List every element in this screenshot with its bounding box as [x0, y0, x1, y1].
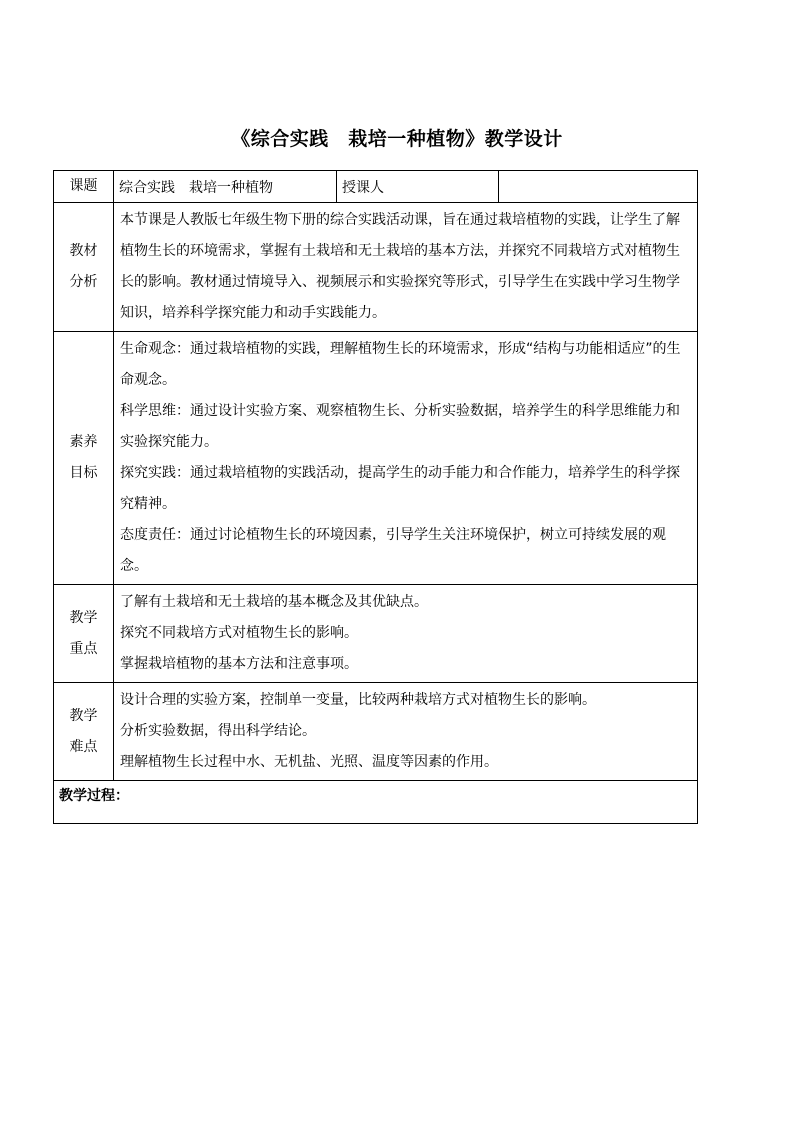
- section-label-line: 分析: [69, 274, 98, 290]
- topic-label: 课题: [54, 171, 114, 203]
- section-label: [54, 585, 114, 683]
- paragraph: 设计合理的实验方案，控制单一变量，比较两种栽培方式对植物生长的影响。: [120, 692, 596, 708]
- section-content: [114, 203, 698, 332]
- lesson-plan-table: [53, 170, 698, 824]
- topic-row: [54, 171, 698, 203]
- section-label: [54, 332, 114, 585]
- section-label: [54, 683, 114, 781]
- section-label-line: 难点: [69, 738, 98, 755]
- section-label: [54, 203, 114, 332]
- section-content: [114, 585, 698, 683]
- section-content: [114, 683, 698, 781]
- process-row: [54, 781, 698, 824]
- paragraph: 掌握栽培植物的基本方法和注意事项。: [120, 656, 358, 672]
- paragraph: 分析实验数据，得出科学结论。: [120, 723, 316, 739]
- paragraph: 本节课是人教版七年级生物下册的综合实践活动课，旨在通过栽培植物的实践，让学生了解植物生长的环境需求，掌握有土栽培和无土栽培的基本方法，并探究不同栽培方式对植物生长的影响。教材通过情境导入、视频展示和实验探究等形式，引导学生在实践中学习生物学知识，培养科学探究能力和动手实践能力。: [120, 212, 680, 321]
- section-label-line: 目标: [69, 465, 98, 481]
- document-title: 《综合实践 栽培一种植物》教学设计: [231, 128, 563, 150]
- section-label-line: 重点: [69, 640, 98, 657]
- paragraph: 科学思维：通过设计实验方案、观察植物生长、分析实验数据，培养学生的科学思维能力和实验探究能力。: [120, 403, 680, 450]
- section-row-material-analysis: [54, 203, 698, 332]
- teacher-label: 授课人: [337, 171, 499, 203]
- topic-value: 综合实践 栽培一种植物: [114, 171, 337, 203]
- section-label-line: 教学: [69, 707, 98, 724]
- paragraph: 了解有土栽培和无土栽培的基本概念及其优缺点。: [120, 594, 428, 610]
- teacher-value: [499, 171, 698, 203]
- section-row-key-points: [54, 585, 698, 683]
- process-label: 教学过程：: [54, 781, 698, 824]
- paragraph: 探究不同栽培方式对植物生长的影响。: [120, 625, 358, 641]
- paragraph: 理解植物生长过程中水、无机盐、光照、温度等因素的作用。: [120, 754, 498, 770]
- paragraph: 生命观念：通过栽培植物的实践，理解植物生长的环境需求，形成“结构与功能相适应”的生命观念。: [120, 341, 681, 388]
- section-content: [114, 332, 698, 585]
- section-label-line: 教学: [69, 609, 98, 626]
- section-label-line: 素养: [69, 434, 98, 450]
- section-label-line: 教材: [69, 243, 98, 259]
- paragraph: 探究实践：通过栽培植物的实践活动，提高学生的动手能力和合作能力，培养学生的科学探究精神。: [120, 465, 680, 512]
- section-row-difficulties: [54, 683, 698, 781]
- section-row-literacy-goals: [54, 332, 698, 585]
- paragraph: 态度责任：通过讨论植物生长的环境因素，引导学生关注环境保护，树立可持续发展的观念。: [120, 527, 666, 574]
